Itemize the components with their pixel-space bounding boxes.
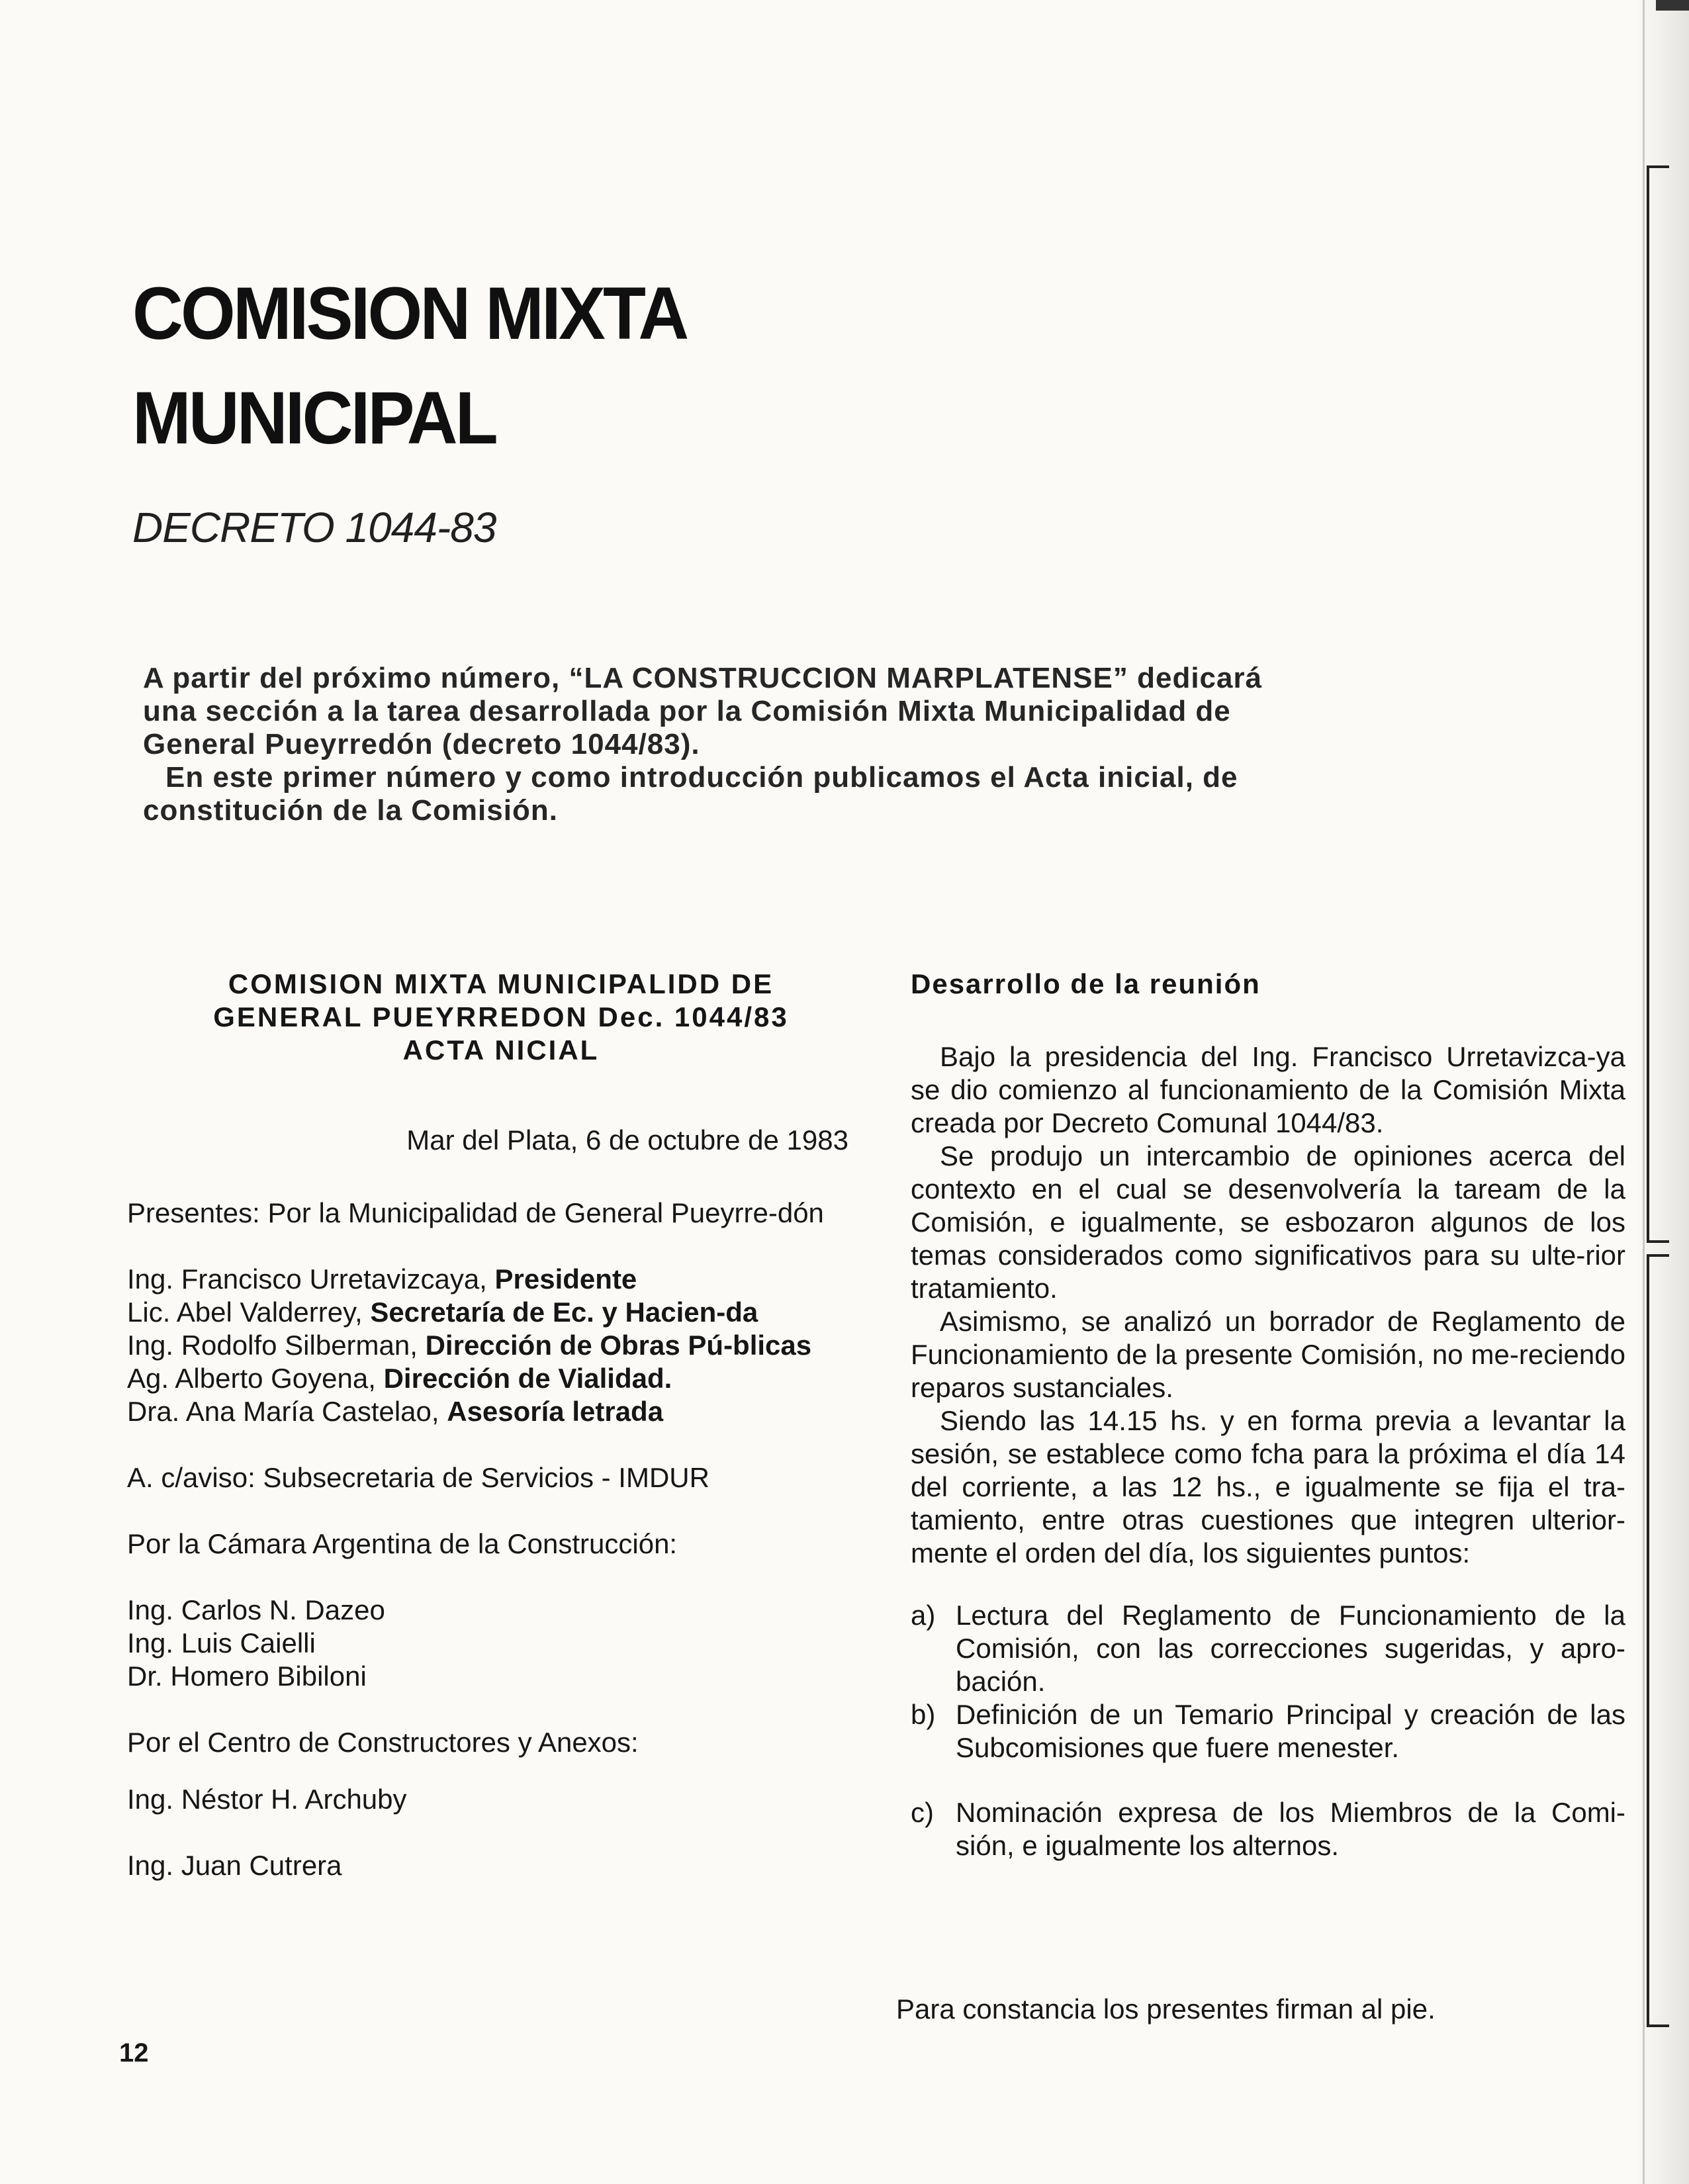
aviso <box>127 1461 855 1494</box>
list-item <box>911 1796 1625 1862</box>
member-name: Ing. Rodolfo Silberman, <box>127 1330 418 1361</box>
intro-paragraph: A partir del próximo número, “LA CONSTRUCCION MARPLATENSE” dedicará una sección a la tarea desarrollada por la Comisión Mixta Municipalidad de General Pueyrredón (decreto 1044/83). <box>143 662 1263 760</box>
main-title <box>132 261 686 471</box>
acta-heading <box>127 968 855 1067</box>
scan-corner-mark <box>1656 0 1689 11</box>
right-column <box>911 968 1625 1862</box>
body-paragraph: Siendo las 14.15 hs. y en forma previa a levantar la sesión, se establece como fcha para la próxima el día 14 del corriente, a las 12 hs., e igualmente se fija el tra-tamiento, entre otras cuestiones que integren ulterior-mente el orden del día, los siguientes puntos: <box>911 1405 1625 1569</box>
body-paragraph: Bajo la presidencia del Ing. Francisco Urretavizca-ya se dio comienzo al funcionamiento de la Comisión Mixta creada por Decreto Comunal 1044/83. <box>911 1041 1625 1138</box>
page-edge-line <box>1643 0 1645 2184</box>
body-paragraph: Se produjo un intercambio de opiniones acerca del contexto en el cual se desenvolvería la taream de la Comisión, e igualmente, se esbozaron algunos de los temas considerados como significativos para su ulte-rior tratamiento. <box>911 1140 1625 1304</box>
title-line: MUNICIPAL <box>132 377 496 459</box>
acta-heading-line: COMISION MIXTA MUNICIPALIDD DE <box>228 968 774 999</box>
camara-label <box>127 1527 855 1561</box>
decree-subtitle: DECRETO 1044-83 <box>132 504 496 551</box>
camara-member: Ing. Luis Caielli <box>127 1627 316 1659</box>
member-role: Presidente <box>494 1263 637 1295</box>
member-line <box>127 1296 855 1329</box>
centro-label <box>127 1726 855 1759</box>
agenda-list <box>911 1599 1625 1862</box>
margin-bracket-top <box>1647 165 1669 1243</box>
members-list <box>127 1263 855 1428</box>
camara-member: Dr. Homero Bibiloni <box>127 1661 367 1692</box>
acta-heading-line: GENERAL PUEYRREDON Dec. 1044/83 <box>213 1001 789 1032</box>
list-text: Nominación expresa de los Miembros de la Comi-sión, e igualmente los alternos. <box>956 1797 1625 1861</box>
list-item <box>911 1599 1625 1698</box>
member-name: Ag. Alberto Goyena, <box>127 1363 376 1394</box>
section-title: Desarrollo de la reunión <box>911 968 1261 999</box>
member-name: Ing. Francisco Urretavizcaya, <box>127 1263 487 1295</box>
aviso-text: A. c/aviso: Subsecretaria de Servicios - IMDUR <box>127 1462 709 1493</box>
intro-paragraph: En este primer número y como introducción publicamos el Acta inicial, de constitución de la Comisión. <box>143 761 1238 827</box>
camara-member: Ing. Carlos N. Dazeo <box>127 1594 385 1625</box>
intro-block <box>143 662 1308 827</box>
acta-title: ACTA NICIAL <box>402 1034 600 1066</box>
presentes-text: Presentes: Por la Municipalidad de General Pueyrre-dón <box>127 1197 824 1228</box>
member-role: Secretaría de Ec. y Hacien-da <box>370 1297 758 1328</box>
centro-member: Ing. Néstor H. Archuby <box>127 1784 407 1815</box>
member-line <box>127 1329 855 1362</box>
list-item <box>911 1698 1625 1764</box>
list-marker: b) <box>911 1699 936 1730</box>
centro-members <box>127 1783 855 1882</box>
member-line <box>127 1362 855 1395</box>
list-text: Definición de un Temario Principal y creación de las Subcomisiones que fuere menester. <box>956 1699 1625 1763</box>
centro-label-text: Por el Centro de Constructores y Anexos: <box>127 1727 639 1758</box>
camara-label-text: Por la Cámara Argentina de la Construcción: <box>127 1528 678 1559</box>
presentes <box>127 1197 855 1230</box>
member-name: Dra. Ana María Castelao, <box>127 1396 439 1427</box>
title-line: COMISION MIXTA <box>132 272 687 355</box>
member-role: Dirección de Vialidad. <box>383 1363 672 1394</box>
closing-line: Para constancia los presentes firman al pie. <box>896 1993 1436 2025</box>
member-name: Lic. Abel Valderrey, <box>127 1297 363 1328</box>
member-line <box>127 1263 855 1296</box>
member-role: Dirección de Obras Pú-blicas <box>425 1330 812 1361</box>
member-line <box>127 1395 855 1428</box>
page-number: 12 <box>119 2038 149 2068</box>
margin-bracket-bottom <box>1647 1254 1669 2027</box>
list-marker: c) <box>911 1797 934 1828</box>
left-column <box>127 968 855 1882</box>
centro-member: Ing. Juan Cutrera <box>127 1850 342 1881</box>
list-marker: a) <box>911 1600 936 1631</box>
body-paragraph: Asimismo, se analizó un borrador de Reglamento de Funcionamiento de la presente Comisión, no me-reciendo reparos sustanciales. <box>911 1306 1625 1403</box>
member-role: Asesoría letrada <box>447 1396 664 1427</box>
place-date: Mar del Plata, 6 de octubre de 1983 <box>406 1124 848 1156</box>
list-text: Lectura del Reglamento de Funcionamiento de la Comisión, con las correcciones sugeridas, y apro-bación. <box>956 1600 1625 1697</box>
camara-members <box>127 1594 855 1693</box>
